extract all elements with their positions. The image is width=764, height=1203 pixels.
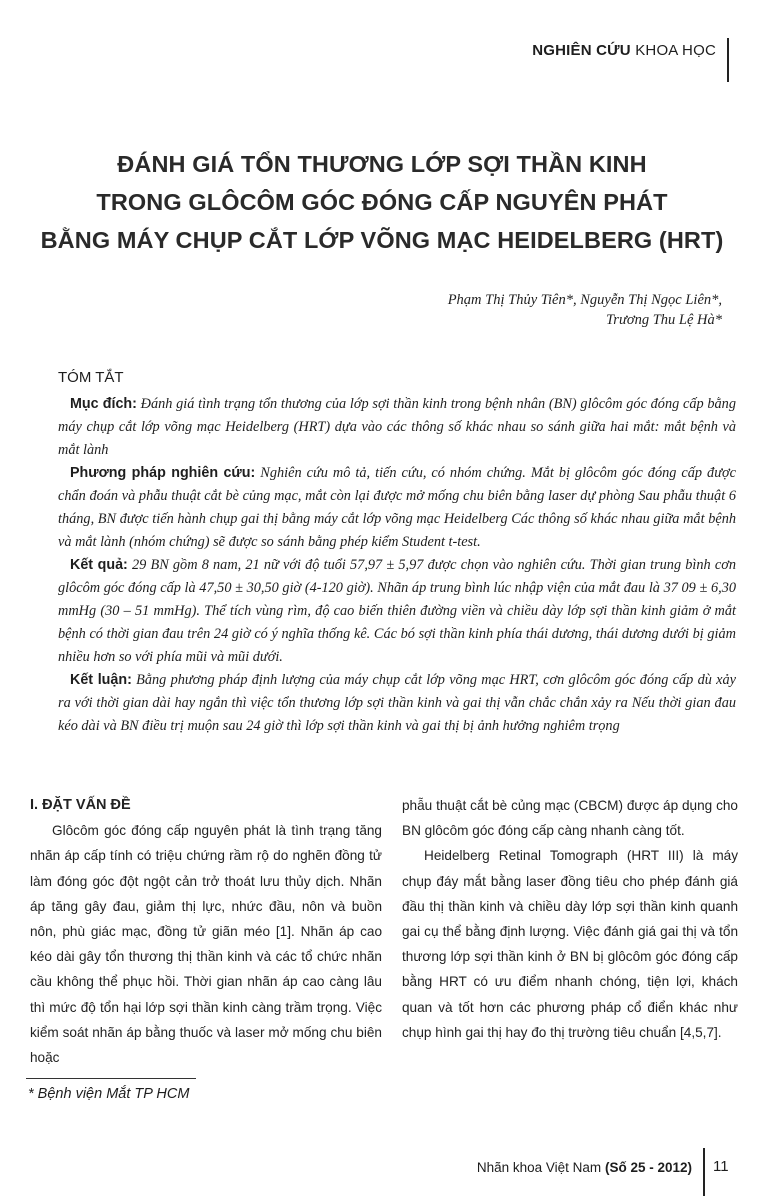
method-text: Nghiên cứu mô tả, tiến cứu, có nhóm chứng. Mắt bị glôcôm góc đóng cấp được chẩn đoán và phẫu thuật cắt bè củng mạc, mắt còn lại được mở mống chu biên bằng laser dự phòng Sau phẫu thuật 6 tháng, BN được tiến hành chụp gai thị bằng máy cắt lớp võng mạc Heidelberg Các thông số khác nhau giữa mắt bệnh và mắt lành (nhóm chứng) sẽ được so sánh bằng phép kiểm Student t-test. [58,465,736,550]
footnote: * Bệnh viện Mắt TP HCM [28,1086,190,1102]
result-label: Kết quả: [70,557,128,573]
abstract-conclusion [58,669,736,738]
abstract-purpose [58,393,736,462]
article-title [0,145,764,259]
page-number: 11 [713,1158,729,1175]
purpose-text: Đánh giá tình trạng tổn thương của lớp sợi thần kinh trong bệnh nhân (BN) glôcôm góc đóng cấp bằng máy chụp cắt lớp võng mạc Heidelberg (HRT) dựa vào các thông số khác nhau so sánh giữa hai mắt: mắt bệnh và mắt lành [58,396,736,458]
header-rest: KHOA HỌC [635,42,716,59]
footer-issue: (Số 25 - 2012) [604,1160,692,1175]
title-line-2: TRONG GLÔCÔM GÓC ĐÓNG CẤP NGUYÊN PHÁT [96,189,668,215]
authors-line-1: Phạm Thị Thủy Tiên*, Nguyễn Thị Ngọc Liên*, [447,292,722,308]
running-header [532,42,716,59]
abstract-heading: TÓM TẮT [58,369,124,386]
method-label: Phương pháp nghiên cứu: [70,465,256,481]
title-line-1: ĐÁNH GIÁ TỔN THƯƠNG LỚP SỢI THẦN KINH [117,151,647,177]
title-line-3: BẰNG MÁY CHỤP CẮT LỚP VÕNG MẠC HEIDELBERG (HRT) [40,227,724,253]
abstract-result [58,554,736,669]
right-paragraph-1: phẫu thuật cắt bè củng mạc (CBCM) được áp dụng cho BN glôcôm góc đóng cấp càng nhanh càng tốt. [402,798,738,839]
result-text: 29 BN gồm 8 nam, 21 nữ với độ tuổi 57,97 ± 5,97 được chọn vào nghiên cứu. Thời gian trung bình cơn glôcôm góc đóng cấp là 47,50 ± 30,50 giờ (4-120 giờ). Nhãn áp trung bình lúc nhập viện của mắt đau là 37 09 ± 6,30 mmHg (30 – 51 mmHg). Thể tích vùng rìm, độ cao biến thiên đường viền và chiều dày lớp sợi thần kinh giảm ở mắt bệnh có thời gian đau trên 24 giờ có ý nghĩa thống kê. Các bó sợi thần kinh phía thái dương, thái dương dưới bị giảm nhiều hơn so với phía mũi và mũi dưới. [58,557,736,665]
footer-divider [703,1148,705,1196]
section-heading: I. ĐẶT VẤN ĐỀ [30,797,131,813]
authors [448,290,722,330]
header-bold: NGHIÊN CỨU [532,42,631,59]
purpose-label: Mục đích: [70,396,137,412]
footer-journal: Nhãn khoa Việt Nam [476,1160,602,1175]
right-paragraph-2: Heidelberg Retinal Tomograph (HRT III) là máy chụp đáy mắt bằng laser đồng tiêu cho phép đánh giá đầu thị thần kinh và chiều dày lớp sợi thần kinh quanh gai cụ thể bằng định lượng. Việc đánh giá gai thị và tổn thương lớp sợi thần kinh ở BN bị glôcôm góc đóng cấp bằng HRT có ưu điểm nhanh chóng, tiện lợi, khách quan và tốt hơn các phương pháp cổ điển khác như chụp hình gai thị hay đo thị trường tiêu chuẩn [4,5,7]. [402,848,738,1040]
right-column [402,793,738,1045]
left-paragraph: Glôcôm góc đóng cấp nguyên phát là tình trạng tăng nhãn áp cấp tính có triệu chứng rầm rộ do nghẽn đồng tử làm đóng góc đột ngột cản trở thoát lưu thủy dịch. Nhãn áp tăng gây đau, giảm thị lực, nhức đầu, nôn và buồn nôn, phù giác mạc, đồng tử giãn méo [1]. Nhãn áp cao kéo dài gây tổn thương thị thần kinh và các tổ chức nhãn cầu không thể phục hồi. Thời gian nhãn áp cao càng lâu thì mức độ tổn hại lớp sợi thần kinh càng trầm trọng. Việc kiểm soát nhãn áp bằng thuốc và laser mở mống chu biên hoặc [30,823,382,1066]
footnote-rule [26,1078,196,1079]
abstract-method [58,462,736,554]
authors-line-2: Trương Thu Lệ Hà* [606,312,722,328]
footer [477,1160,692,1175]
conclusion-text: Bằng phương pháp định lượng của máy chụp cắt lớp võng mạc HRT, cơn glôcôm góc đóng cấp dù xảy ra với thời gian dài hay ngắn thì việc tổn thương lớp sợi thần kinh và gai thị vẫn chắc chắn xảy ra Nếu thời gian đau kéo dài và BN điều trị muộn sau 24 giờ thì lớp sợi thần kinh và gai thị bị ảnh hưởng nghiêm trọng [58,672,736,734]
left-column [30,793,382,1070]
conclusion-label: Kết luận: [70,672,132,688]
header-divider [727,38,729,82]
abstract [58,393,736,738]
